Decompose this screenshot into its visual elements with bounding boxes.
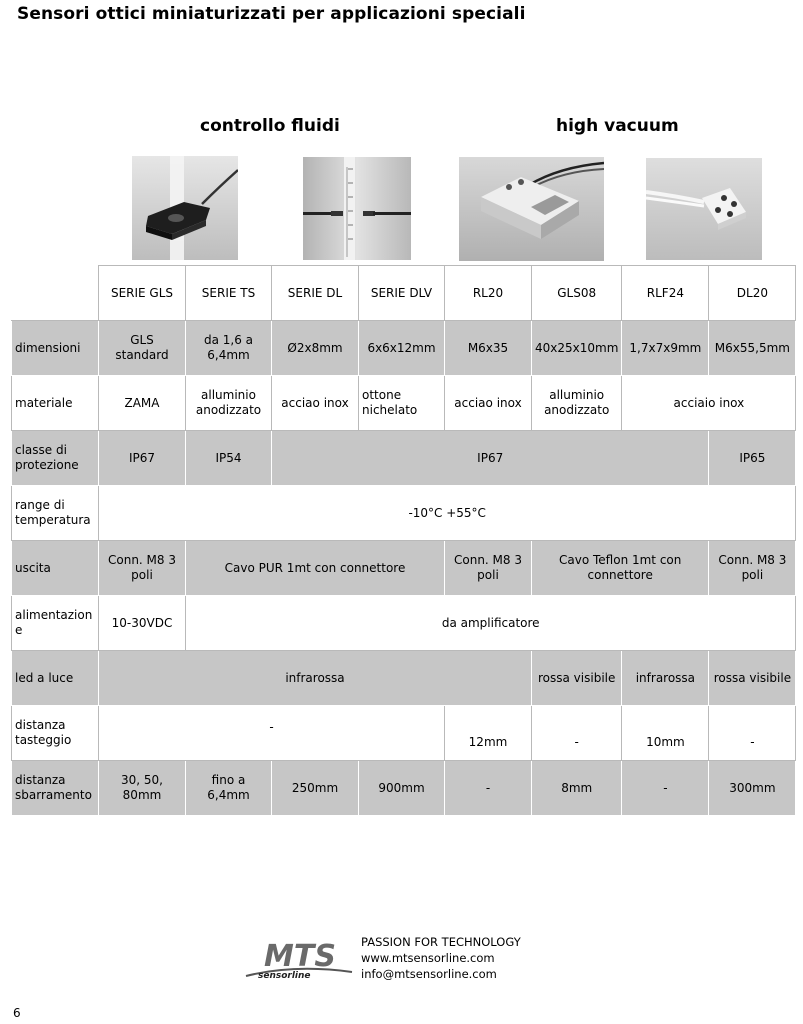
- table-cell: Conn. M8 3 poli: [99, 541, 186, 596]
- table-cell: ZAMA: [99, 376, 186, 431]
- table-cell: 8mm: [532, 761, 622, 816]
- row-range-temperatura: [12, 486, 796, 541]
- row-distanza-tasteggio: [12, 706, 796, 761]
- table-cell: acciao inox: [272, 376, 359, 431]
- table-cell: 6x6x12mm: [359, 321, 445, 376]
- row-label: dimensioni: [12, 321, 99, 376]
- table-cell: Cavo Teflon 1mt con connettore: [532, 541, 709, 596]
- col-rlf24: RLF24: [622, 266, 709, 321]
- table-cell: rossa visibile: [709, 651, 796, 706]
- table-cell: Conn. M8 3 poli: [445, 541, 532, 596]
- col-gls08: GLS08: [532, 266, 622, 321]
- table-cell: IP67: [99, 431, 186, 486]
- table-cell: 900mm: [359, 761, 445, 816]
- table-cell: rossa visibile: [532, 651, 622, 706]
- table-cell: IP67: [272, 431, 709, 486]
- table-cell: IP54: [186, 431, 272, 486]
- col-serie-gls: SERIE GLS: [99, 266, 186, 321]
- table-cell: GLS standard: [99, 321, 186, 376]
- table-cell: ottone nichelato: [359, 376, 445, 431]
- table-cell: -: [99, 706, 445, 761]
- table-cell: 10mm: [622, 706, 709, 761]
- footer-slogan: PASSION FOR TECHNOLOGY: [361, 935, 521, 949]
- table-cell: Conn. M8 3 poli: [709, 541, 796, 596]
- table-cell: 40x25x10mm: [532, 321, 622, 376]
- row-label: led a luce: [12, 651, 99, 706]
- table-cell: -: [709, 706, 796, 761]
- footer-website-link[interactable]: www.mtsensorline.com: [361, 951, 495, 965]
- col-rl20: RL20: [445, 266, 532, 321]
- table-cell: infrarossa: [622, 651, 709, 706]
- row-label: range di temperatura: [12, 486, 99, 541]
- col-serie-ts: SERIE TS: [186, 266, 272, 321]
- page-title: Sensori ottici miniaturizzati per applicazioni speciali: [17, 4, 526, 24]
- row-alimentazione: [12, 596, 796, 651]
- table-cell: da amplificatore: [186, 596, 796, 651]
- table-cell: 1,7x7x9mm: [622, 321, 709, 376]
- table-cell: infrarossa: [99, 651, 532, 706]
- row-label: classe di protezione: [12, 431, 99, 486]
- table-cell: alluminio anodizzato: [532, 376, 622, 431]
- table-cell: IP65: [709, 431, 796, 486]
- table-cell: fino a 6,4mm: [186, 761, 272, 816]
- table-header-row: [12, 266, 796, 321]
- table-cell: M6x55,5mm: [709, 321, 796, 376]
- table-cell: 300mm: [709, 761, 796, 816]
- table-cell: 250mm: [272, 761, 359, 816]
- table-cell: 12mm: [445, 706, 532, 761]
- table-cell: 30, 50, 80mm: [99, 761, 186, 816]
- row-led: [12, 651, 796, 706]
- row-label: distanza tasteggio: [12, 706, 99, 761]
- svg-text:sensorline: sensorline: [258, 971, 311, 981]
- row-label: uscita: [12, 541, 99, 596]
- table-cell: acciao inox: [445, 376, 532, 431]
- row-label: materiale: [12, 376, 99, 431]
- row-distanza-sbarramento: [12, 761, 796, 816]
- spec-table: [11, 265, 796, 816]
- row-classe-protezione: [12, 431, 796, 486]
- group-heading-fluids: controllo fluidi: [200, 116, 340, 136]
- table-cell: Ø2x8mm: [272, 321, 359, 376]
- row-dimensioni: [12, 321, 796, 376]
- row-uscita: [12, 541, 796, 596]
- photo-rl20: [459, 157, 604, 261]
- table-cell: -: [622, 761, 709, 816]
- row-label: distanza sbarramento: [12, 761, 99, 816]
- page-number: 6: [13, 1006, 21, 1020]
- table-cell: alluminio anodizzato: [186, 376, 272, 431]
- photo-rlf24: [646, 158, 762, 260]
- table-cell: Cavo PUR 1mt con connettore: [186, 541, 445, 596]
- col-serie-dl: SERIE DL: [272, 266, 359, 321]
- photo-serie-gls: [132, 156, 238, 260]
- table-cell: -10°C +55°C: [99, 486, 796, 541]
- header-corner: [12, 266, 99, 321]
- table-cell: M6x35: [445, 321, 532, 376]
- col-serie-dlv: SERIE DLV: [359, 266, 445, 321]
- row-materiale: [12, 376, 796, 431]
- table-cell: acciaio inox: [622, 376, 796, 431]
- table-cell: -: [532, 706, 622, 761]
- svg-text:MTS: MTS: [264, 939, 336, 974]
- table-cell: 10-30VDC: [99, 596, 186, 651]
- group-heading-vacuum: high vacuum: [556, 116, 679, 136]
- photo-serie-dl: [303, 157, 411, 260]
- row-label: alimentazion e: [12, 596, 99, 651]
- footer-contact: [361, 934, 521, 982]
- col-dl20: DL20: [709, 266, 796, 321]
- table-cell: -: [445, 761, 532, 816]
- footer-email-link[interactable]: info@mtsensorline.com: [361, 967, 497, 981]
- mts-sensorline-logo: [244, 936, 354, 982]
- table-cell: da 1,6 a 6,4mm: [186, 321, 272, 376]
